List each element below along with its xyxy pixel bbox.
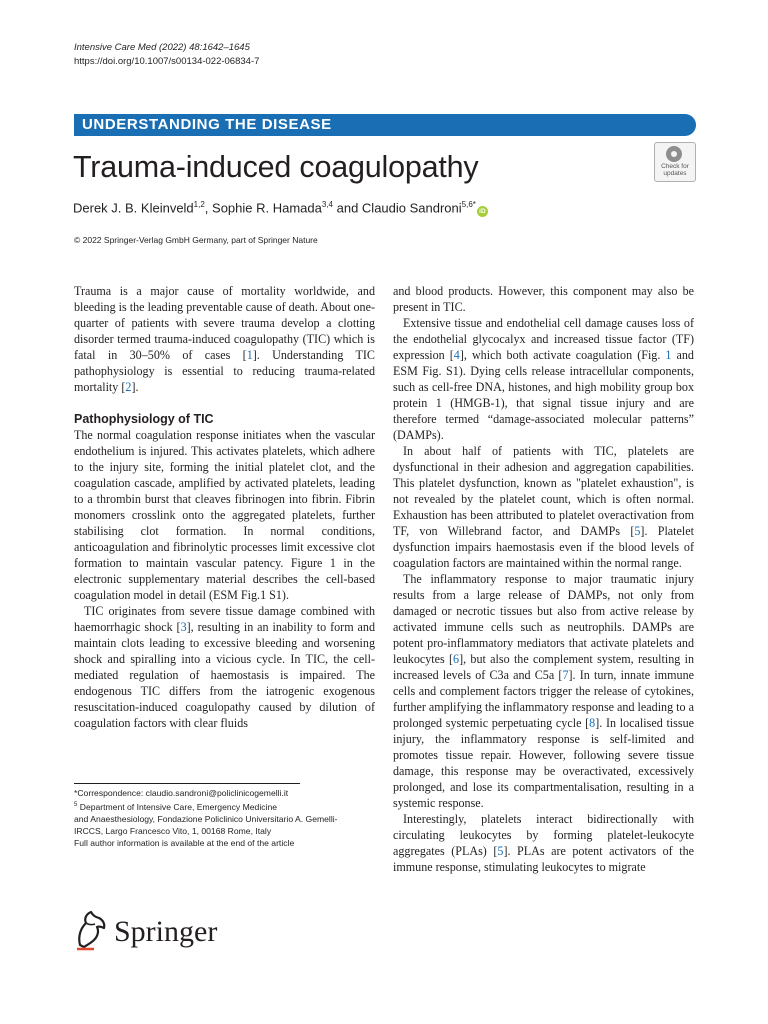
- paragraph-text: Interestingly, platelets interact bidirectionally with circulating leukocytes by forming platelet-leukocyte aggregates (PLAs) [: [393, 812, 694, 858]
- publisher-name: Springer: [114, 915, 218, 948]
- section-banner: [74, 114, 696, 136]
- citation-link[interactable]: 3: [180, 620, 187, 634]
- paragraph: [74, 603, 375, 731]
- paragraph: The normal coagulation response initiates when the vascular endothelium is injured. This activates platelets, which adhere to the injury site, forming the initial platelet clot, and the coagulation cascade, amplified by activated platelets, leading to a thrombin burst that cleaves fibrinogen into fibrin. Fibrin monomers crosslink onto the aggregated platelets, further stabilising clot formation. In normal conditions, anticoagulation and fibrinolytic processes limit excessive clot formation to maintain vascular patency. Figure 1 in the electronic supplementary material describes the cell-based coagulation model in detail (ESM Fig.1 S1).: [74, 428, 375, 602]
- citation-link[interactable]: 6: [453, 652, 460, 666]
- body-column-left: [74, 283, 375, 731]
- paragraph-text: In about half of patients with TIC, platelets are dysfunctional in their adhesion and aggregation capabilities. This platelet dysfunction, known as "platelet exhaustion", is not revealed by the platelet count, which is often normal. Exhaustion has been attributed to platelet overactivation from TF, von Willebrand factor, and DAMPs [: [393, 444, 694, 538]
- journal-header: [74, 41, 259, 69]
- author-affiliation-marker: 3,4: [321, 200, 333, 209]
- paragraph-text: ], resulting in an inability to form and maintain clots leading to excessive bleeding and worsening shock and spiralling into a vicious cycle. In TIC, the cell-mediated regulation of haemostasis is impaired. The endogenous TIC differs from the iatrogenic exogenous resuscitation-induced coagulopathy caused by dilution of coagulation factors with clear fluids: [74, 620, 375, 730]
- paragraph-text: The inflammatory response to major traumatic injury results from a large release of DAMPs, not only from damaged or necrotic tissues but also from active release by activated immune cells such as neutrophils. DAMPs are potent pro-inflammatory mediators that activate platelets and leukocytes [: [393, 572, 694, 666]
- paragraph: [393, 315, 694, 443]
- paragraph: [393, 811, 694, 875]
- affiliation-line: and Anaesthesiology, Fondazione Policlinico Universitario A. Gemelli-: [74, 813, 338, 824]
- citation-link[interactable]: 2: [125, 380, 132, 394]
- springer-horse-logo: [72, 909, 110, 951]
- paragraph: and blood products. However, this component may also be present in TIC.: [393, 284, 694, 314]
- check-for-updates-label: Check for updates: [661, 163, 689, 177]
- paragraph: [393, 571, 694, 811]
- affiliation-note: [74, 799, 375, 813]
- check-for-updates-button[interactable]: [654, 142, 696, 182]
- author-name[interactable]: Claudio Sandroni: [361, 200, 462, 216]
- affiliation-text: Department of Intensive Care, Emergency Medicine: [77, 801, 278, 812]
- correspondence-note[interactable]: *Correspondence: claudio.sandroni@policlinicogemelli.it: [74, 788, 289, 798]
- paragraph-text: Extensive tissue and endothelial cell damage causes loss of the endothelial glycocalyx and increased tissue factor (TF) expression [: [393, 316, 694, 362]
- copyright-notice: © 2022 Springer-Verlag GmbH Germany, part of Springer Nature: [74, 235, 318, 245]
- citation-link[interactable]: 5: [634, 524, 641, 538]
- section-heading: Pathophysiology of TIC: [74, 412, 214, 426]
- footnote-divider: [74, 783, 300, 784]
- article-title: Trauma-induced coagulopathy: [73, 150, 479, 184]
- check-for-updates-icon: [666, 146, 682, 162]
- paragraph-text: ]. In turn, innate immune cells and complement factors trigger the release of cytokines, further amplifying the inflammatory response and leading to a prolonged systemic perpetuating cycle [: [393, 668, 694, 730]
- paragraph: [74, 283, 375, 395]
- paragraph-text: ], but also the complement system, resulting in increased levels of C3a and C5a [: [393, 652, 694, 682]
- author-name[interactable]: Sophie R. Hamada: [212, 200, 322, 216]
- citation-link[interactable]: 4: [453, 348, 460, 362]
- author-separator: ,: [204, 200, 213, 216]
- affiliation-marker: 5: [74, 802, 78, 808]
- paragraph-text: ]. Understanding TIC pathophysiology is essential to reducing trauma-related mortality [: [74, 348, 375, 394]
- paragraph-text: ]. Platelet dysfunction impairs haemostasis even if the blood levels of coagulation factors are maintained within the normal range.: [393, 524, 694, 570]
- paragraph-text: ], which both activate coagulation (Fig.: [459, 348, 666, 362]
- author-info-note: Full author information is available at the end of the article: [74, 838, 295, 848]
- citation-link[interactable]: 1: [246, 348, 253, 362]
- paragraph-text: TIC originates from severe tissue damage combined with haemorrhagic shock [: [74, 604, 375, 634]
- author-name[interactable]: Derek J. B. Kleinveld: [73, 200, 194, 216]
- author-affiliation-marker: 1,2: [193, 200, 205, 209]
- citation-link[interactable]: 8: [589, 716, 596, 730]
- paragraph: [393, 443, 694, 571]
- footnotes: [74, 783, 375, 837]
- paragraph-text: ].: [131, 380, 139, 394]
- affiliation-line: IRCCS, Largo Francesco Vito, 1, 00168 Rome, Italy: [74, 825, 272, 836]
- citation-link[interactable]: 5: [497, 844, 504, 858]
- paragraph-text: and ESM Fig. S1). Dying cells release intracellular components, such as cell-free DNA, histones, and high mobility group box protein 1 (HMGB-1), that signal tissue injury and are therefore termed “damage-associated molecular patterns” (DAMPs).: [393, 348, 694, 442]
- orcid-icon[interactable]: iD: [477, 206, 488, 217]
- figure-link[interactable]: 1: [665, 348, 672, 362]
- author-separator: and: [333, 200, 362, 216]
- paragraph-text: ]. PLAs are potent activators of the immune response, stimulating leukocytes to migrate: [393, 844, 694, 874]
- paragraph-text: ]. In localised tissue injury, the inflammatory response is self-limited and promotes tissue repair. However, following severe tissue damage, this response may be overactivated, excessively prolonged, and lose its compartmentalisation, resulting in a systemic response.: [393, 716, 694, 810]
- citation-link[interactable]: 7: [562, 668, 569, 682]
- paragraph-text: Trauma is a major cause of mortality worldwide, and bleeding is the leading preventable cause of death. About one-quarter of patients with severe trauma develop a clotting disorder termed trauma-induced coagulopathy (TIC) which is fatal in 30–50% of cases [: [74, 284, 375, 362]
- body-column-right: [393, 283, 694, 875]
- section-label: UNDERSTANDING THE DISEASE: [82, 116, 332, 133]
- journal-citation: Intensive Care Med (2022) 48:1642–1645: [74, 42, 250, 53]
- author-affiliation-marker: 5,6*: [461, 200, 476, 209]
- author-list: [73, 196, 488, 217]
- doi-link[interactable]: https://doi.org/10.1007/s00134-022-06834-7: [74, 56, 260, 67]
